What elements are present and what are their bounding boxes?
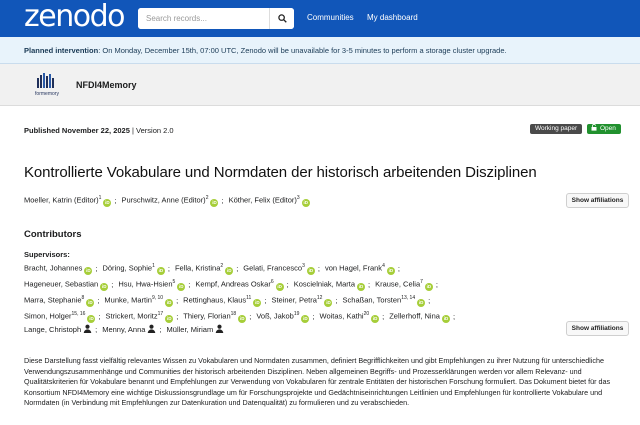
person-name[interactable]: von Hagel, Frank xyxy=(324,263,383,273)
separator: ; xyxy=(368,279,371,289)
person-name[interactable]: Hageneuer, Sebastian xyxy=(24,279,99,289)
person-name[interactable]: Rettinghaus, Klaus xyxy=(183,295,247,305)
person-name[interactable]: Steiner, Petra xyxy=(271,295,317,305)
person-name[interactable]: Koscielniak, Marta xyxy=(293,279,355,289)
contributors-row xyxy=(24,263,405,275)
affiliation-number: 17 xyxy=(157,311,164,317)
separator: ; xyxy=(111,279,114,289)
separator: ; xyxy=(167,263,170,273)
banner-text: : On Monday, December 15th, 07:00 UTC, Zenodo will be unavailable for 3-5 minutes to perform a storage cluster upgrade. xyxy=(98,46,507,55)
person-name[interactable]: Munke, Martin xyxy=(104,295,152,305)
access-status-label: Open xyxy=(600,125,616,132)
orcid-icon[interactable]: iD xyxy=(212,199,217,205)
publication-info xyxy=(24,126,174,135)
orcid-icon[interactable]: iD xyxy=(166,299,172,305)
person-name[interactable]: Köther, Felix (Editor) xyxy=(228,195,297,205)
community-name[interactable]: NFDI4Memory xyxy=(76,80,137,90)
separator: ; xyxy=(95,325,98,334)
affiliation-number: 8 xyxy=(81,295,85,301)
orcid-icon[interactable]: iD xyxy=(158,267,164,273)
affiliation-number: 13, 14 xyxy=(401,295,416,301)
search-button[interactable] xyxy=(269,8,294,29)
record-title: Kontrollierte Vokabulare und Normdaten der historisch arbeitenden Disziplinen xyxy=(24,164,537,181)
top-navbar xyxy=(0,0,640,37)
creators-list xyxy=(24,195,310,207)
separator: ; xyxy=(176,295,179,305)
show-affiliations-button[interactable]: Show affiliations xyxy=(566,193,629,208)
orcid-icon[interactable]: iD xyxy=(426,283,432,289)
separator: ; xyxy=(452,311,456,321)
person-name[interactable]: Strickert, Moritz xyxy=(105,311,158,321)
orcid-icon[interactable]: iD xyxy=(105,199,110,205)
orcid-icon[interactable]: iD xyxy=(358,283,364,289)
person-name[interactable]: Döring, Sophie xyxy=(102,263,153,273)
affiliation-number: 5 xyxy=(172,279,176,285)
person-icon xyxy=(83,324,92,333)
affiliation-number: 2 xyxy=(220,263,224,269)
affiliation-number: 6 xyxy=(270,279,274,285)
orcid-icon[interactable]: iD xyxy=(277,283,282,289)
contributors-heading: Contributors xyxy=(24,229,82,240)
orcid-icon[interactable]: iD xyxy=(255,299,260,305)
published-date: Published November 22, 2025 xyxy=(24,126,130,135)
separator: ; xyxy=(312,311,315,321)
record-version: Version 2.0 xyxy=(136,126,174,135)
person-name[interactable]: Krause, Celia xyxy=(375,279,421,289)
orcid-icon[interactable]: iD xyxy=(226,267,232,273)
zenodo-logo[interactable]: zenodo xyxy=(24,0,124,34)
person-name[interactable]: Simon, Holger xyxy=(24,311,72,321)
person-name[interactable]: Marra, Stephanie xyxy=(24,295,82,305)
person-name[interactable]: Zellerhoff, Nina xyxy=(389,311,440,321)
orcid-icon[interactable]: iD xyxy=(89,315,94,321)
person-name[interactable]: Müller, Miriam xyxy=(166,325,214,334)
orcid-icon[interactable]: iD xyxy=(308,267,314,273)
contributors-row xyxy=(24,279,443,291)
person-name[interactable]: Gelati, Francesco xyxy=(243,263,303,273)
separator: ; xyxy=(397,263,400,273)
affiliation-number: 1 xyxy=(152,263,155,269)
orcid-icon[interactable]: iD xyxy=(388,267,394,273)
person-name[interactable]: Menny, Anna xyxy=(102,325,146,334)
community-logo[interactable] xyxy=(31,72,63,98)
person-name[interactable]: Purschwitz, Anne (Editor) xyxy=(121,195,206,205)
separator: ; xyxy=(428,295,431,305)
separator: ; xyxy=(335,295,338,305)
person-name[interactable]: Woitas, Kathi xyxy=(319,311,364,321)
search-bar xyxy=(138,8,294,29)
separator: ; xyxy=(264,295,267,305)
separator: ; xyxy=(188,279,191,289)
nav-dashboard-link[interactable]: My dashboard xyxy=(367,13,418,22)
version-separator: | xyxy=(131,126,137,135)
orcid-icon[interactable]: iD xyxy=(239,315,245,321)
affiliation-number: 2 xyxy=(205,195,209,201)
separator: ; xyxy=(286,279,289,289)
person-icon xyxy=(215,324,224,333)
person-name[interactable]: Thiery, Florian xyxy=(183,311,231,321)
affiliation-number: 12 xyxy=(316,295,323,301)
affiliation-number: 7 xyxy=(420,279,423,285)
banner-label: Planned intervention xyxy=(24,46,99,55)
separator: ; xyxy=(221,195,224,205)
separator: ; xyxy=(114,195,117,205)
orcid-icon[interactable]: iD xyxy=(418,299,424,305)
person-name[interactable]: Voß, Jakob xyxy=(256,311,294,321)
person-name[interactable]: Lange, Christoph xyxy=(24,325,82,334)
separator: ; xyxy=(97,295,100,305)
orcid-icon[interactable]: iD xyxy=(166,315,172,321)
person-icon xyxy=(147,324,156,333)
resource-type-badge: Working paper xyxy=(530,124,582,134)
person-name[interactable]: Kempf, Andreas Oskar xyxy=(195,279,271,289)
orcid-icon[interactable]: iD xyxy=(101,283,107,289)
orcid-icon[interactable]: iD xyxy=(303,199,308,205)
affiliation-number: 18 xyxy=(230,311,237,317)
record-description: Diese Darstellung fasst vielfältig relevantes Wissen zu Vokabularen und Normdaten zusammen, definiert Begrifflichkeiten und gibt Empfehlungen zu ihrer Nutzung für unterschiedliche Verwendungszusammenhänge und Communities der historisch arbeitenden Disziplinen. Neben allgemeinen Begriffs- und Prozesserklärungen werden vor allem Relevanz- und Qualitätskriterien für Vokabulare benannt und Empfehlungen zur Verwendung von Vokabularen für zentrale Entitäten der historischen Forschung formuliert. Das Dokument bietet für das Konsortium NFDI4Memory eine wichtige Diskussionsgrundlage um für Forschungsprojekte und Gedächtniseinrichtungen Leitlinien und Empfehlungen für kontrollierte Vokabulare und Normdaten (in Verbindung mit Empfehlungen zur Datenkuration und Datenqualität) zu formulieren und zu verabschieden. xyxy=(24,356,611,407)
person-name[interactable]: Schaßan, Torsten xyxy=(342,295,402,305)
search-icon xyxy=(278,14,287,23)
affiliation-number: 15, 16 xyxy=(71,311,86,317)
separator: ; xyxy=(249,311,252,321)
person-name[interactable]: Bracht, Johannes xyxy=(24,263,83,273)
separator: ; xyxy=(95,263,98,273)
show-contributor-affiliations-button[interactable]: Show affiliations xyxy=(566,321,629,336)
person-name[interactable]: Moeller, Katrin (Editor) xyxy=(24,195,99,205)
separator: ; xyxy=(159,325,162,334)
access-status-badge xyxy=(587,124,621,134)
nav-communities-link[interactable]: Communities xyxy=(307,13,354,22)
affiliation-number: 3 xyxy=(296,195,300,201)
community-logo-text: formemory xyxy=(35,91,59,97)
contributors-row xyxy=(24,311,460,323)
maintenance-banner xyxy=(0,37,640,64)
orcid-icon[interactable]: iD xyxy=(443,315,449,321)
orcid-icon[interactable]: iD xyxy=(88,299,93,305)
separator: ; xyxy=(382,311,385,321)
separator: ; xyxy=(236,263,239,273)
orcid-icon[interactable]: iD xyxy=(86,267,91,273)
person-name[interactable]: Fella, Kristina xyxy=(174,263,221,273)
affiliation-number: 20 xyxy=(363,311,370,317)
unlock-icon xyxy=(591,124,597,131)
person-name[interactable]: Hsu, Hwa-Hsien xyxy=(118,279,173,289)
separator: ; xyxy=(435,279,438,289)
affiliation-number: 1 xyxy=(98,195,102,201)
affiliation-number: 11 xyxy=(246,295,252,301)
search-input[interactable] xyxy=(138,8,269,29)
separator: ; xyxy=(98,311,101,321)
orcid-icon[interactable]: iD xyxy=(179,283,184,289)
affiliation-number: 3 xyxy=(302,263,305,269)
orcid-icon[interactable]: iD xyxy=(326,299,331,305)
supervisors-label: Supervisors: xyxy=(24,250,70,259)
affiliation-number: 9, 10 xyxy=(151,295,164,301)
affiliation-number: 4 xyxy=(382,263,385,269)
orcid-icon[interactable]: iD xyxy=(372,315,378,321)
orcid-icon[interactable]: iD xyxy=(303,315,308,321)
affiliation-number: 19 xyxy=(293,311,300,317)
separator: ; xyxy=(176,311,179,321)
community-header xyxy=(0,64,640,106)
contributors-row xyxy=(24,295,435,307)
separator: ; xyxy=(317,263,320,273)
contributors-row xyxy=(24,324,224,334)
